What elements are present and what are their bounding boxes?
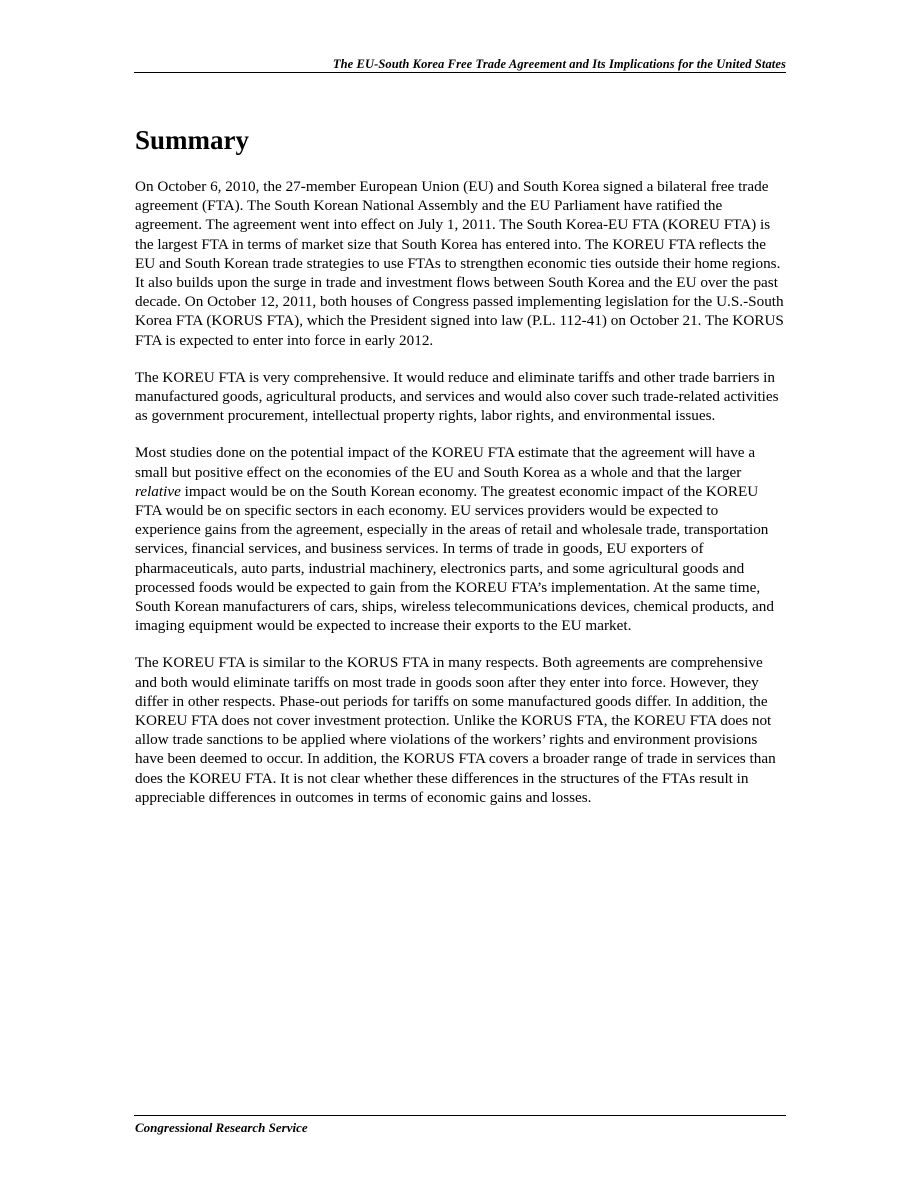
- header-rule: [134, 72, 786, 73]
- footer-publisher: Congressional Research Service: [135, 1120, 308, 1135]
- paragraph-2: The KOREU FTA is very comprehensive. It would reduce and eliminate tariffs and other trade barriers in manufactured goods, agricultural products, and services and would also cover such trade-related activities as government procurement, intellectual property rights, labor rights, and environmental issues.: [135, 368, 779, 425]
- paragraph-3-after: impact would be on the South Korean economy. The greatest economic impact of the KOREU FTA would be on specific sectors in each economy. EU services providers would be expected to experience gains from the agreement, especially in the areas of retail and wholesale trade, transportation services, financial services, and business services. In terms of trade in goods, EU exporters of pharmaceuticals, auto parts, industrial machinery, electronics parts, and some agricultural goods and processed foods would be expected to gain from the KOREU FTA’s implementation. At the same time, South Korean manufacturers of cars, ships, wireless telecommunications devices, chemical products, and imaging equipment would be expected to increase their exports to the EU market.: [135, 482, 774, 635]
- running-header: The EU-South Korea Free Trade Agreement and Its Implications for the United States: [332, 57, 786, 71]
- paragraph-3-emphasis: relative: [135, 482, 181, 500]
- page-title: Summary: [135, 125, 249, 155]
- summary-body: [135, 177, 787, 825]
- footer-rule: [134, 1115, 786, 1116]
- paragraph-3: [135, 443, 787, 635]
- paragraph-4: The KOREU FTA is similar to the KORUS FTA in many respects. Both agreements are comprehensive and both would eliminate tariffs on most trade in goods soon after they enter into force. However, they differ in other respects. Phase-out periods for tariffs on some manufactured goods differ. In addition, the KOREU FTA does not cover investment protection. Unlike the KORUS FTA, the KOREU FTA does not allow trade sanctions to be applied where violations of the workers’ rights and environment provisions have been deemed to occur. In addition, the KORUS FTA covers a broader range of trade in services than does the KOREU FTA. It is not clear whether these differences in the structures of the FTAs result in appreciable differences in outcomes in terms of economic gains and losses.: [135, 654, 776, 806]
- paragraph-3-before: Most studies done on the potential impact of the KOREU FTA estimate that the agreement will have a small but positive effect on the economies of the EU and South Korea as a whole and that the larger: [135, 444, 756, 481]
- paragraph-1: On October 6, 2010, the 27-member European Union (EU) and South Korea signed a bilateral free trade agreement (FTA). The South Korean National Assembly and the EU Parliament have ratified the agreement. The agreement went into effect on July 1, 2011. The South Korea-EU FTA (KOREU FTA) is the largest FTA in terms of market size that South Korea has entered into. The KOREU FTA reflects the EU and South Korean trade strategies to use FTAs to strengthen economic ties outside their home regions. It also builds upon the surge in trade and investment flows between South Korea and the EU over the past decade. On October 12, 2011, both houses of Congress passed implementing legislation for the U.S.-South Korea FTA (KORUS FTA), which the President signed into law (P.L. 112-41) on October 21. The KORUS FTA is expected to enter into force in early 2012.: [135, 178, 784, 349]
